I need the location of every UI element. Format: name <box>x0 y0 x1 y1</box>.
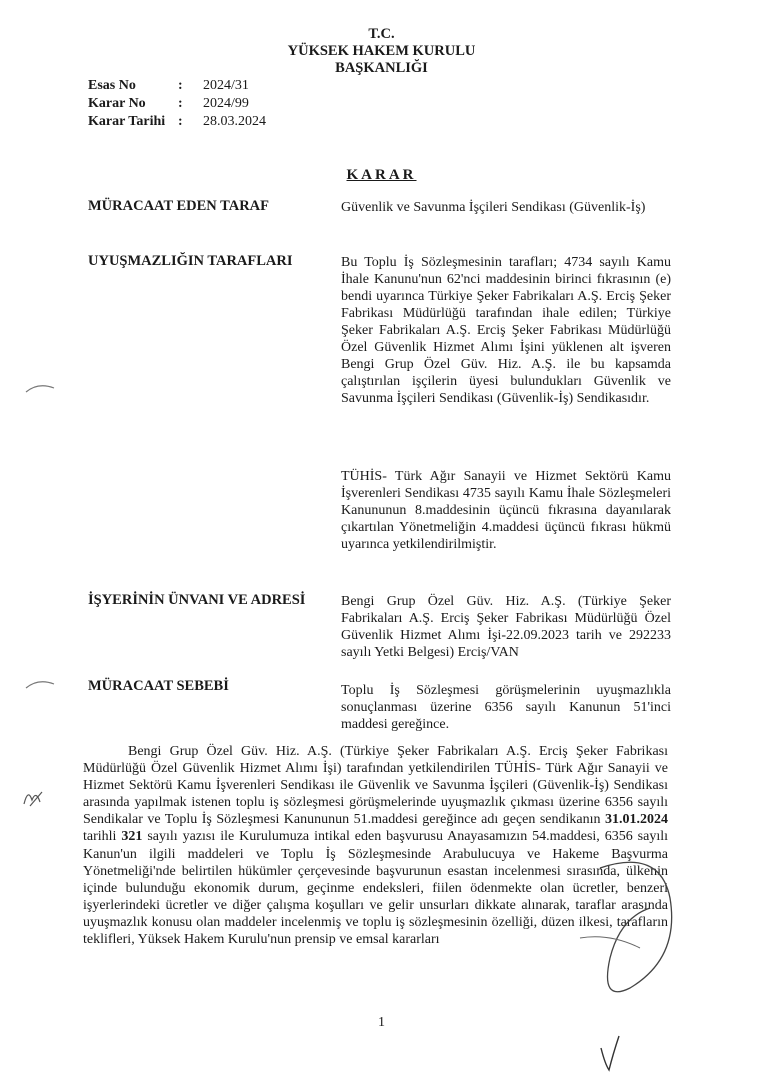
meta-row-karar <box>88 95 266 113</box>
header-line-presidency: BAŞKANLIĞI <box>335 60 428 76</box>
margin-mark-1 <box>22 380 62 400</box>
meta-value: 2024/99 <box>203 96 249 111</box>
margin-mark-2 <box>22 676 62 696</box>
body-date: 31.01.2024 <box>605 812 668 828</box>
parties-text-1: Bu Toplu İş Sözleşmesinin tarafları; 4734 sayılı Kamu İhale Kanunu'nun 62'nci maddesinin birinci fıkrasının (e) bendi uyarınca Türkiye Şeker Fabrikaları A.Ş. Erciş Şeker Fabrikası Müdürlüğü tarafından ihale edilen; Türkiye Şeker Fabrikaları A.Ş. Erciş Şeker Fabrikası Müdürlüğü Özel Güvenlik Hizmet Alımı İşini yüklenen alt işveren Bengi Grup Özel Güv. Hiz. A.Ş. ile bu kapsamda çalıştırılan işçilerin üyesi bulundukları Güvenlik ve Savunma İşçileri Sendikası (Güvenlik-İş) Sendikasıdır. <box>341 255 671 406</box>
workplace-label: İŞYERİNİN ÜNVANI VE ADRESİ <box>88 592 306 608</box>
header-line-institution: YÜKSEK HAKEM KURULU <box>287 43 476 59</box>
meta-separator: : <box>178 114 183 129</box>
signature-mark <box>540 838 690 1018</box>
body-text-part3: sayılı yazısı ile Kurulumuza intikal eden başvurusu Anayasamızın 54.maddesi, 6356 sayılı Kanun'un ilgili maddeleri ve Toplu İş Sözleşmesinde Arabulucuya ve Hakeme Başvurma Yönetmeliği'nde belirtilen hükümler çerçevesinde başvurunun esastan incelenmesi sırasında, ülkenin içinde bulunduğu ekonomik durum, geçinme endeksleri, fiilen ödenmekte olan ücretler, benzeri işyerlerindeki ücretler ve diğer çalışma koşulları ve gelir unsurları dikkate alınarak, taraflar arasında uyuşmazlık konusu olan maddeler incelenmiş ve toplu iş sözleşmesinin özelliği, düzen ilkesi, tarafların teklifleri, Yüksek Hakem Kurulu'nun prensip ve emsal kararları <box>83 829 669 948</box>
page-number: 1 <box>378 1015 385 1030</box>
body-number: 321 <box>121 829 143 845</box>
meta-value: 28.03.2024 <box>203 114 266 129</box>
case-meta <box>88 77 266 131</box>
reason-text: Toplu İş Sözleşmesi görüşmelerinin uyuşmazlıkla sonuçlanması üzerine 6356 sayılı Kanunun 51'inci maddesi gereğince. <box>341 683 671 732</box>
meta-key: Esas No <box>88 78 136 93</box>
parties-label: UYUŞMAZLIĞIN TARAFLARI <box>88 253 293 269</box>
meta-key: Karar No <box>88 96 146 111</box>
body-text-part2: tarihli <box>83 829 117 845</box>
meta-row-date <box>88 113 266 131</box>
body-text-part1: Bengi Grup Özel Güv. Hiz. A.Ş. (Türkiye Şeker Fabrikaları A.Ş. Erciş Şeker Fabrikası Müdürlüğü Özel Güvenlik Hizmet Alımı İşi) tarafından yetkilendirilen TÜHİS- Türk Ağır Sanayii ve Hizmet Sektörü Kamu İşverenleri Sendikası ile Güvenlik ve Savunma İşçileri (Güvenlik-İş) Sendikası arasında yapılmak istenen toplu iş sözleşmesi görüşmelerinde uyuşmazlık çıkması üzerine 6356 sayılı Sendikalar ve Toplu İş Sözleşmesi Kanununun 51.maddesi gereğince adı geçen sendikanın <box>83 744 668 828</box>
applicant-text: Güvenlik ve Savunma İşçileri Sendikası (Güvenlik-İş) <box>341 200 646 215</box>
initials-mark <box>18 784 48 810</box>
document-title: KARAR <box>346 167 417 183</box>
applicant-label: MÜRACAAT EDEN TARAF <box>88 198 269 214</box>
header-line-tc: T.C. <box>368 26 395 42</box>
meta-key: Karar Tarihi <box>88 114 166 129</box>
meta-value: 2024/31 <box>203 78 249 93</box>
meta-separator: : <box>178 78 183 93</box>
parties-text-2: TÜHİS- Türk Ağır Sanayii ve Hizmet Sektörü Kamu İşverenleri Sendikası 4735 sayılı Kamu İhale Sözleşmeleri Kanununun 8.maddesinin üçüncü fıkrasına dayanılarak çıkartılan Yönetmeliğin 4.maddesi üçüncü fıkrası hükmü uyarınca yetkilendirilmiştir. <box>341 469 671 552</box>
workplace-text: Bengi Grup Özel Güv. Hiz. A.Ş. (Türkiye Şeker Fabrikaları A.Ş. Erciş Şeker Fabrikası Müdürlüğü Özel Güvenlik Hizmet Alımı İşi-22.09.2023 tarih ve 292233 sayılı Yetki Belgesi) Erciş/VAN <box>341 594 671 660</box>
meta-row-esas <box>88 77 266 95</box>
checkmark-mark <box>595 1030 625 1075</box>
reason-label: MÜRACAAT SEBEBİ <box>88 678 229 694</box>
document-header <box>0 26 763 77</box>
meta-separator: : <box>178 96 183 111</box>
